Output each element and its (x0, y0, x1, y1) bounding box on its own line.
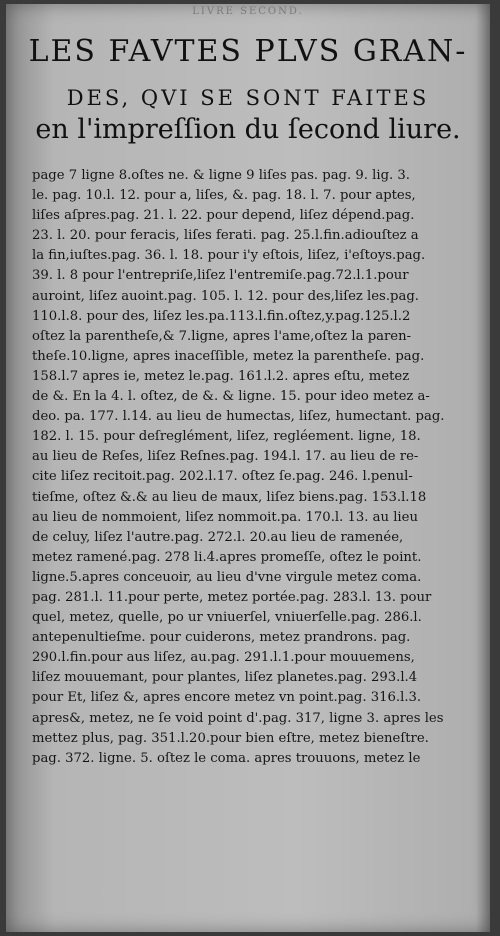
errata-line: oſtez la parentheſe,& 7.ligne, apres l'ame,oſtez la paren- (32, 328, 412, 344)
title-line-2: DES, QVI SE SONT FAITES (66, 86, 430, 110)
errata-line: page 7 ligne 8.oſtes ne. & ligne 9 liſes pas. pag. 9. lig. 3. (32, 168, 411, 183)
errata-line: quel, metez, quelle, po ur vniuerſel, vniuerſelle.pag. 286.l. (32, 610, 422, 626)
errata-line: de &. En la 4. l. oſtez, de &. & ligne. 15. pour ideo metez a- (32, 389, 430, 405)
errata-line: 290.l.fin.pour aus liſez, au.pag. 291.l.1.pour mouuemens, (32, 650, 415, 666)
errata-line: pour Et, liſez &, apres encore metez vn point.pag. 316.l.3. (32, 690, 422, 706)
errata-line: 110.l.8. pour des, liſez les.pa.113.l.fin.oſtez,y.pag.125.l.2 (32, 308, 411, 324)
errata-line: de celuy, liſez l'autre.pag. 272.l. 20.au lieu de ramenée, (32, 529, 404, 545)
running-head: LIVRE SECOND. (192, 6, 304, 17)
errata-line: 158.l.7 apres ie, metez le.pag. 161.l.2. apres eſtu, metez (32, 368, 410, 384)
errata-line: 39. l. 8 pour l'entrepriſe,liſez l'entremiſe.pag.72.l.1.pour (32, 268, 409, 284)
errata-line: apres&, metez, ne ſe void point d'.pag. 317, ligne 3. apres les (32, 710, 444, 726)
errata-line: theſe.10.ligne, apres inaceſſible, metez la parentheſe. pag. (32, 348, 425, 364)
errata-line: liſez mouuemant, pour plantes, liſez planetes.pag. 293.l.4 (32, 670, 418, 686)
errata-text (32, 166, 476, 769)
errata-line: le. pag. 10.l. 12. pour a, liſes, &. pag. 18. l. 7. pour aptes, (32, 188, 416, 204)
errata-line: pag. 281.l. 11.pour perte, metez portée.pag. 283.l. 13. pour (32, 589, 432, 605)
errata-line: la fin,iuſtes.pag. 36. l. 18. pour i'y eſtois, liſez, i'eſtoys.pag. (32, 248, 426, 264)
errata-line: antepenultieſme. pour cuiderons, metez prandrons. pag. (32, 630, 411, 646)
errata-line: 182. l. 15. pour deſreglément, liſez, regléement. ligne, 18. (32, 429, 421, 445)
errata-line: metez ramené.pag. 278 li.4.apres promeſſe, oſtez le point. (32, 549, 422, 565)
errata-line: au lieu de Reſes, liſez Reſnes.pag. 194.l. 17. au lieu de re- (32, 449, 419, 465)
errata-line: liſes aſpres.pag. 21. l. 22. pour depend, liſez dépend.pag. (32, 208, 415, 224)
title-line-1: LES FAVTES PLVS GRAN- (28, 34, 468, 69)
errata-line: au lieu de nommoient, liſez nommoit.pa. 170.l. 13. au lieu (32, 509, 418, 525)
errata-line: tieſme, oſtez &.& au lieu de maux, liſez biens.pag. 153.l.18 (32, 489, 427, 505)
book-page (6, 4, 490, 932)
errata-line: cite liſez recitoit.pag. 202.l.17. oſtez ſe.pag. 246. l.penul- (32, 469, 413, 485)
errata-line: deo. pa. 177. l.14. au lieu de humectas, liſez, humectant. pag. (32, 409, 445, 425)
errata-line: 23. l. 20. pour feracis, liſes ferati. pag. 25.l.fin.adiouſtez a (32, 228, 419, 244)
errata-line: auroint, liſez auoint.pag. 105. l. 12. pour des,liſez les.pag. (32, 288, 419, 304)
errata-line: ligne.5.apres conceuoir, au lieu d'vne virgule metez coma. (32, 569, 422, 585)
errata-line: mettez plus, pag. 351.l.20.pour bien eſtre, metez bieneſtre. (32, 730, 429, 746)
page-edge-shadow (476, 4, 490, 932)
title-line-3: en l'impreſſion du ſecond liure. (35, 114, 461, 145)
errata-line: pag. 372. ligne. 5. oſtez le coma. apres trouuons, metez le (32, 750, 421, 766)
